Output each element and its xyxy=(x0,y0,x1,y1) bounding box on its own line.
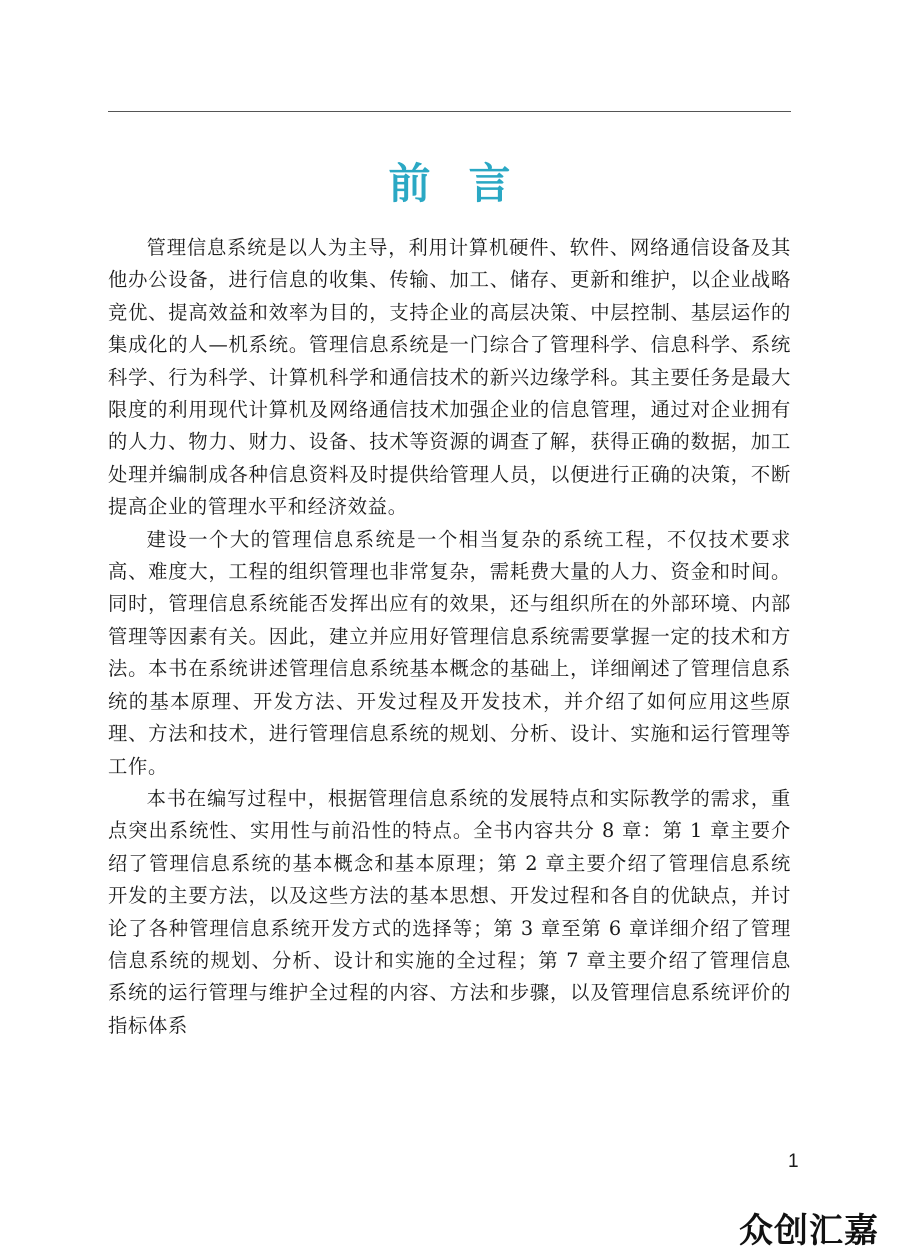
page-number: 1 xyxy=(788,1151,799,1172)
header-rule xyxy=(108,111,791,112)
body-text xyxy=(108,232,791,1042)
paragraph-3: 本书在编写过程中，根据管理信息系统的发展特点和实际教学的需求，重点突出系统性、实用性与前沿性的特点。全书内容共分 8 章：第 1 章主要介绍了管理信息系统的基本概念和基本原理；第 2 章主要介绍了管理信息系统开发的主要方法，以及这些方法的基本思想、开发过程和各自的优缺点，并讨论了各种管理信息系统开发方式的选择等；第 3 章至第 6 章详细介绍了管理信息系统的规划、分析、设计和实施的全过程；第 7 章主要介绍了管理信息系统的运行管理与维护全过程的内容、方法和步骤，以及管理信息系统评价的指标体系 xyxy=(108,786,791,1037)
paragraph-2: 建设一个大的管理信息系统是一个相当复杂的系统工程，不仅技术要求高、难度大，工程的组织管理也非常复杂，需耗费大量的人力、资金和时间。同时，管理信息系统能否发挥出应有的效果，还与组织所在的外部环境、内部管理等因素有关。因此，建立并应用好管理信息系统需要掌握一定的技术和方法。本书在系统讲述管理信息系统基本概念的基础上，详细阐述了管理信息系统的基本原理、开发方法、开发过程及开发技术，并介绍了如何应用这些原理、方法和技术，进行管理信息系统的规划、分析、设计、实施和运行管理等工作。 xyxy=(108,527,791,778)
chapter-title: 前言 xyxy=(388,159,549,208)
paragraph-1: 管理信息系统是以人为主导，利用计算机硬件、软件、网络通信设备及其他办公设备，进行信息的收集、传输、加工、储存、更新和维护，以企业战略竞优、提高效益和效率为目的，支持企业的高层决策、中层控制、基层运作的集成化的人—机系统。管理信息系统是一门综合了管理科学、信息科学、系统科学、行为科学、计算机科学和通信技术的新兴边缘学科。其主要任务是最大限度的利用现代计算机及网络通信技术加强企业的信息管理，通过对企业拥有的人力、物力、财力、设备、技术等资源的调查了解，获得正确的数据，加工处理并编制成各种信息资料及时提供给管理人员，以便进行正确的决策，不断提高企业的管理水平和经济效益。 xyxy=(108,236,791,519)
watermark-logo: 众创汇嘉 xyxy=(739,1211,879,1251)
